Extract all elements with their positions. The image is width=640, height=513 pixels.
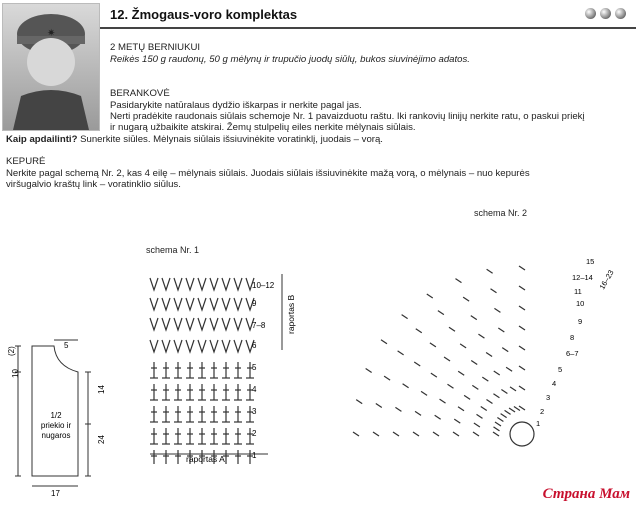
pattern-label: priekio ir bbox=[40, 421, 72, 430]
stitch-symbol bbox=[460, 344, 466, 348]
stitch-symbol bbox=[414, 362, 420, 366]
stitch-symbol bbox=[435, 415, 441, 419]
stitch-symbol bbox=[373, 432, 379, 436]
stitch-symbol bbox=[174, 340, 182, 352]
stitch-symbol bbox=[464, 395, 470, 399]
stitch-symbol bbox=[487, 269, 493, 273]
watermark-logo: Страна Мам bbox=[542, 486, 630, 502]
yarn-ball-icon bbox=[585, 8, 596, 19]
stitch-symbol bbox=[477, 414, 483, 418]
stitch-symbol bbox=[494, 371, 500, 375]
stitch-symbol bbox=[222, 318, 230, 330]
row-label: 2 bbox=[252, 429, 257, 438]
row-label: 5 bbox=[252, 363, 257, 372]
stitch-symbol bbox=[494, 308, 500, 312]
scheme1-title: schema Nr. 1 bbox=[146, 245, 200, 255]
stitch-symbol bbox=[455, 279, 461, 283]
stitch-symbol bbox=[415, 411, 421, 415]
row-label: 1 bbox=[536, 419, 541, 428]
stitch-symbol bbox=[186, 318, 194, 330]
raportas-b: raportas B bbox=[286, 294, 296, 334]
stitch-symbol bbox=[186, 298, 194, 310]
stitch-symbol bbox=[162, 318, 170, 330]
stitch-symbol bbox=[356, 400, 362, 404]
dim-bottom-17: 17 bbox=[51, 489, 60, 496]
page-title: 12. Žmogaus-voro komplektas bbox=[110, 7, 298, 22]
stitch-symbol bbox=[421, 391, 427, 395]
pattern-label: 1/2 bbox=[50, 411, 62, 420]
stitch-symbol bbox=[150, 278, 158, 290]
stitch-symbol bbox=[381, 340, 387, 344]
stitch-symbol bbox=[519, 286, 525, 290]
stitch-symbol bbox=[506, 367, 512, 371]
stitch-symbol bbox=[472, 385, 478, 389]
stitch-symbol bbox=[493, 432, 499, 436]
stitch-symbol bbox=[486, 353, 492, 357]
row-label: 3 bbox=[546, 393, 551, 402]
stitch-symbol bbox=[366, 368, 372, 372]
hat-line: viršugalvio kraštų link – voratinklio siūlus. bbox=[6, 179, 181, 190]
age-heading: 2 METŲ BERNIUKUI bbox=[110, 42, 201, 53]
dim-right-24: 24 bbox=[97, 435, 106, 444]
stitch-symbol bbox=[402, 315, 408, 319]
stitch-symbol bbox=[519, 386, 525, 390]
stitch-symbol bbox=[234, 298, 242, 310]
stitch-symbol bbox=[162, 298, 170, 310]
yarn-ball-icon bbox=[615, 8, 626, 19]
svg-text:✷: ✷ bbox=[47, 28, 56, 39]
stitch-symbol bbox=[440, 399, 446, 403]
stitch-symbol bbox=[174, 298, 182, 310]
stitch-symbol bbox=[174, 318, 182, 330]
stitch-symbol bbox=[491, 289, 497, 293]
stitch-symbol bbox=[497, 418, 503, 422]
row-label: 5 bbox=[558, 365, 563, 374]
stitch-symbol bbox=[519, 346, 525, 350]
vest-line: Nerti pradėkite raudonais siūlais schemoje Nr. 1 pavaizduotu raštu. Iki rankovių linijų nerkite ratu, o paskui priekį bbox=[110, 111, 585, 122]
row-label: 16–23 bbox=[597, 268, 616, 291]
stitch-symbol bbox=[150, 340, 158, 352]
stitch-symbol bbox=[514, 406, 520, 410]
stitch-symbol bbox=[447, 384, 453, 388]
stitch-symbol bbox=[474, 423, 480, 427]
stitch-symbol bbox=[198, 340, 206, 352]
stitch-symbol bbox=[495, 422, 501, 426]
stitch-symbol bbox=[393, 432, 399, 436]
stitch-symbol bbox=[433, 432, 439, 436]
stitch-symbol bbox=[454, 419, 460, 423]
stitch-symbol bbox=[463, 297, 469, 301]
stitch-symbol bbox=[210, 298, 218, 310]
vest-line: ir nugarą užbaikite atskirai. Žemų stulpelių eiles nerkite mėlynais siūlais. bbox=[110, 122, 416, 133]
stitch-symbol bbox=[416, 329, 422, 333]
row-label: 8 bbox=[570, 333, 575, 342]
stitch-symbol bbox=[505, 410, 511, 414]
stitch-symbol bbox=[413, 432, 419, 436]
row-label: 4 bbox=[552, 379, 557, 388]
stitch-symbol bbox=[519, 406, 525, 410]
dim-right-14: 14 bbox=[97, 385, 106, 394]
stitch-symbol bbox=[502, 348, 508, 352]
center-ring bbox=[510, 422, 534, 446]
stitch-symbol bbox=[395, 407, 401, 411]
dim-left-10: 10 bbox=[11, 369, 20, 378]
stitch-symbol bbox=[501, 414, 507, 418]
row-label: 7–8 bbox=[252, 321, 266, 330]
stitch-symbol bbox=[473, 432, 479, 436]
row-label: 1 bbox=[252, 451, 257, 460]
stitch-symbol bbox=[449, 327, 455, 331]
materials-text: Reikės 150 g raudonų, 50 g mėlynų ir trupučio juodų siūlų, bukos siuvinėjimo adatos. bbox=[110, 54, 470, 65]
stitch-symbol bbox=[234, 340, 242, 352]
raportas-a: raportas A bbox=[186, 454, 225, 464]
stitch-symbol bbox=[482, 377, 488, 381]
row-label: 15 bbox=[586, 257, 595, 266]
stitch-symbol bbox=[486, 399, 492, 403]
stitch-symbol bbox=[471, 360, 477, 364]
stitch-symbol bbox=[150, 318, 158, 330]
row-label: 11 bbox=[574, 287, 582, 296]
dim-left-2: (2) bbox=[7, 346, 16, 356]
stitch-symbol bbox=[150, 298, 158, 310]
yarn-balls-icons bbox=[585, 8, 626, 19]
stitch-symbol bbox=[498, 328, 504, 332]
crochet-scheme-2 bbox=[300, 222, 620, 462]
row-label: 6–7 bbox=[566, 349, 579, 358]
row-label: 6 bbox=[252, 341, 257, 350]
stitch-symbol bbox=[222, 298, 230, 310]
stitch-symbol bbox=[501, 390, 507, 394]
stitch-symbol bbox=[519, 266, 525, 270]
vest-line: Pasidarykite natūralaus dydžio iškarpas ir nerkite pagal jas. bbox=[110, 100, 362, 111]
stitch-symbol bbox=[222, 278, 230, 290]
stitch-symbol bbox=[376, 404, 382, 408]
stitch-symbol bbox=[453, 432, 459, 436]
pattern-label: nugaros bbox=[41, 431, 71, 440]
stitch-symbol bbox=[430, 343, 436, 347]
vest-heading: BERANKOVĖ bbox=[110, 88, 170, 99]
row-label: 9 bbox=[252, 299, 257, 308]
stitch-symbol bbox=[198, 278, 206, 290]
child-photo bbox=[2, 3, 100, 131]
stitch-symbol bbox=[222, 340, 230, 352]
stitch-symbol bbox=[353, 432, 359, 436]
row-label: 10 bbox=[576, 299, 585, 308]
stitch-symbol bbox=[162, 340, 170, 352]
stitch-symbol bbox=[519, 306, 525, 310]
row-label: 4 bbox=[252, 385, 257, 394]
row-label: 3 bbox=[252, 407, 257, 416]
crochet-scheme-1 bbox=[140, 264, 300, 464]
stitch-symbol bbox=[384, 376, 390, 380]
stitch-symbol bbox=[198, 298, 206, 310]
row-label: 2 bbox=[540, 407, 545, 416]
stitch-symbol bbox=[493, 394, 499, 398]
stitch-symbol bbox=[471, 316, 477, 320]
stitch-symbol bbox=[427, 294, 433, 298]
stitch-symbol bbox=[174, 278, 182, 290]
stitch-symbol bbox=[398, 351, 404, 355]
stitch-symbol bbox=[198, 318, 206, 330]
scheme2-title: schema Nr. 2 bbox=[474, 208, 528, 218]
stitch-symbol bbox=[234, 318, 242, 330]
stitch-symbol bbox=[509, 408, 515, 412]
stitch-symbol bbox=[186, 340, 194, 352]
stitch-symbol bbox=[519, 326, 525, 330]
yarn-ball-icon bbox=[600, 8, 611, 19]
row-label: 9 bbox=[578, 317, 583, 326]
stitch-symbol bbox=[210, 340, 218, 352]
stitch-symbol bbox=[493, 427, 499, 431]
stitch-symbol bbox=[519, 366, 525, 370]
hat-line: Nerkite pagal schemą Nr. 2, kas 4 eilę – mėlynais siūlais. Juodais siūlais išsiuvinėkite mažą vorą, o mėlynais – nuo kepurės bbox=[6, 168, 530, 179]
stitch-symbol bbox=[458, 371, 464, 375]
stitch-symbol bbox=[478, 334, 484, 338]
stitch-symbol bbox=[431, 373, 437, 377]
stitch-symbol bbox=[438, 311, 444, 315]
stitch-symbol bbox=[444, 357, 450, 361]
dim-top-5: 5 bbox=[64, 341, 69, 350]
stitch-symbol bbox=[210, 318, 218, 330]
stitch-symbol bbox=[186, 278, 194, 290]
finish-text: Sunerkite siūles. Mėlynais siūlais išsiuvinėkite voratinklį, juodais – vorą. bbox=[77, 134, 383, 145]
stitch-symbol bbox=[510, 387, 516, 391]
finish-label: Kaip apdailinti? bbox=[6, 134, 78, 145]
stitch-symbol bbox=[458, 407, 464, 411]
row-label: 12–14 bbox=[572, 273, 593, 282]
stitch-symbol bbox=[481, 406, 487, 410]
row-label: 10–12 bbox=[252, 281, 275, 290]
garment-pattern-diagram bbox=[4, 336, 134, 496]
stitch-symbol bbox=[234, 278, 242, 290]
stitch-symbol bbox=[162, 278, 170, 290]
stitch-symbol bbox=[210, 278, 218, 290]
stitch-symbol bbox=[403, 384, 409, 388]
hat-heading: KEPURĖ bbox=[6, 156, 46, 167]
